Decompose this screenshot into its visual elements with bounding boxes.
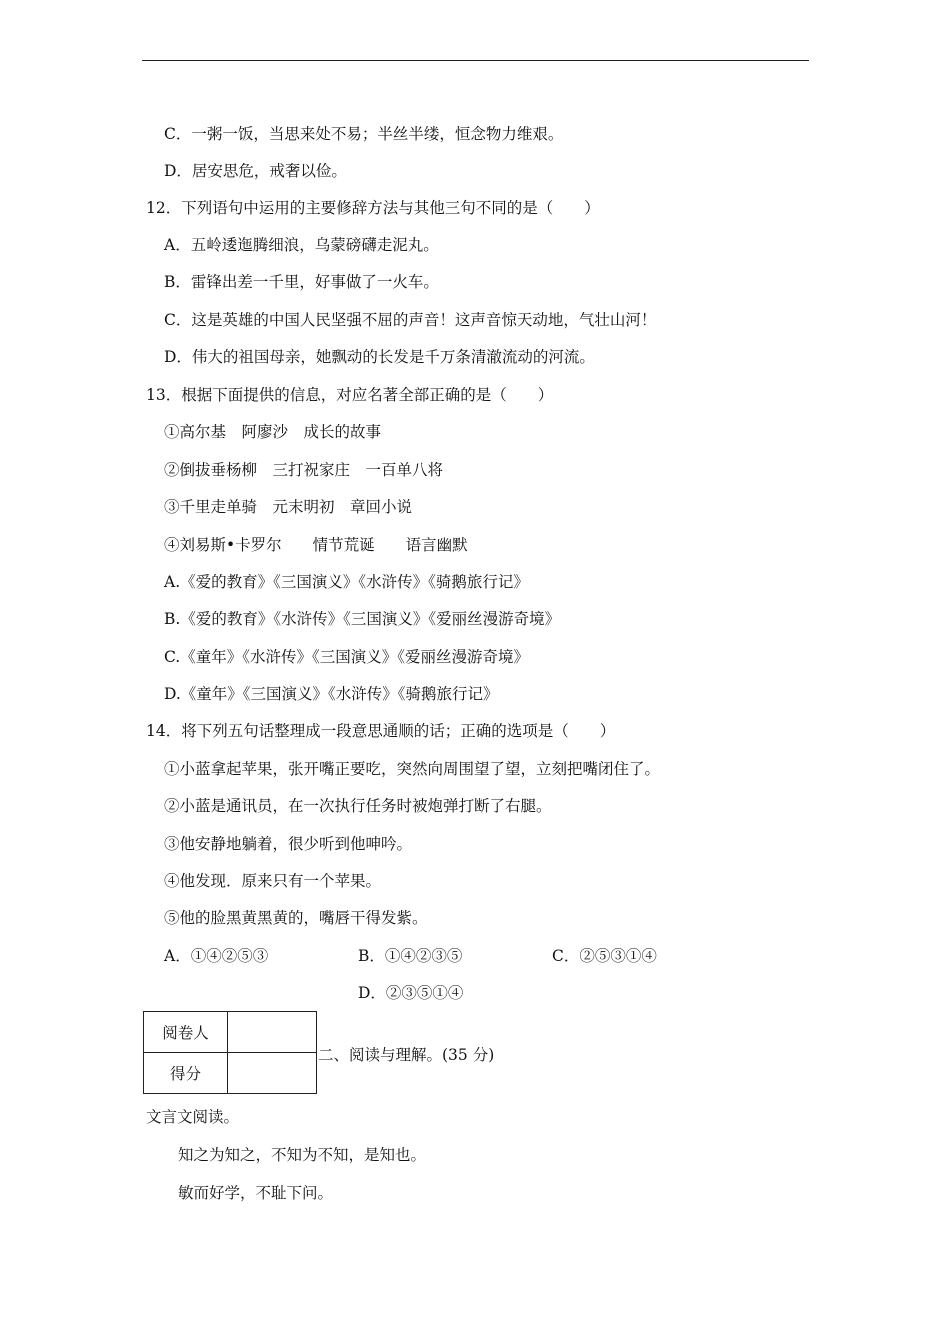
q13-option-c: C.《童年》《水浒传》《三国演义》《爱丽丝漫游奇境》 xyxy=(164,648,529,666)
classical-quote-2: 敏而好学，不耻下问。 xyxy=(178,1184,334,1202)
q13-info-2: ②倒拔垂杨柳 三打祝家庄 一百单八将 xyxy=(164,461,444,479)
q14-sentence-3: ③他安静地躺着，很少听到他呻吟。 xyxy=(164,835,413,853)
q14-sentence-1: ①小蓝拿起苹果，张开嘴正要吃，突然向周围望了望，立刻把嘴闭住了。 xyxy=(164,760,661,778)
q12-option-d: D．伟大的祖国母亲，她飘动的长发是千万条清澈流动的河流。 xyxy=(164,348,595,366)
q14-option-c: C．②⑤③①④ xyxy=(552,947,657,965)
score-row xyxy=(144,1053,317,1094)
q14-stem: 14．将下列五句话整理成一段意思通顺的话；正确的选项是（ ） xyxy=(146,722,616,740)
score-table xyxy=(143,1011,317,1094)
q14-sentence-5: ⑤他的脸黑黄黑黄的，嘴唇干得发紫。 xyxy=(164,909,428,927)
score-cell xyxy=(228,1053,317,1094)
q12-option-b: B．雷锋出差一千里，好事做了一火车。 xyxy=(164,273,439,291)
q13-stem: 13．根据下面提供的信息，对应名著全部正确的是（ ） xyxy=(146,386,554,404)
q14-option-a: A．①④②⑤③ xyxy=(164,947,269,965)
q12-option-a: A．五岭逶迤腾细浪，乌蒙磅礴走泥丸。 xyxy=(164,236,439,254)
q11-option-d: D．居安思危，戒奢以俭。 xyxy=(164,162,347,180)
q14-option-d: D．②③⑤①④ xyxy=(358,984,464,1002)
q12-stem: 12．下列语句中运用的主要修辞方法与其他三句不同的是（ ） xyxy=(146,199,600,217)
q13-info-3: ③千里走单骑 元末明初 章回小说 xyxy=(164,498,413,516)
q14-option-b: B．①④②③⑤ xyxy=(358,947,463,965)
reviewer-cell xyxy=(228,1012,317,1053)
q13-option-a: A.《爱的教育》《三国演义》《水浒传》《骑鹅旅行记》 xyxy=(164,573,529,591)
q11-option-c: C．一粥一饭，当思来处不易；半丝半缕，恒念物力维艰。 xyxy=(164,125,564,143)
score-label: 得分 xyxy=(144,1053,228,1094)
classical-quote-1: 知之为知之，不知为不知，是知也。 xyxy=(178,1146,427,1164)
q13-option-d: D.《童年》《三国演义》《水浒传》《骑鹅旅行记》 xyxy=(164,685,499,703)
header-rule xyxy=(142,60,809,61)
q13-option-b: B.《爱的教育》《水浒传》《三国演义》《爱丽丝漫游奇境》 xyxy=(164,610,561,628)
section2-heading: 二、阅读与理解。(35 分) xyxy=(318,1046,495,1064)
q12-option-c: C．这是英雄的中国人民坚强不屈的声音！这声音惊天动地，气壮山河！ xyxy=(164,311,657,329)
q14-sentence-2: ②小蓝是通讯员，在一次执行任务时被炮弹打断了右腿。 xyxy=(164,797,552,815)
q13-info-1: ①高尔基 阿廖沙 成长的故事 xyxy=(164,423,382,441)
q13-info-4: ④刘易斯•卡罗尔 情节荒诞 语言幽默 xyxy=(164,536,468,554)
q14-sentence-4: ④他发现．原来只有一个苹果。 xyxy=(164,872,382,890)
reviewer-label: 阅卷人 xyxy=(144,1012,228,1053)
reviewer-row xyxy=(144,1012,317,1053)
section2-subheading: 文言文阅读。 xyxy=(146,1108,240,1126)
